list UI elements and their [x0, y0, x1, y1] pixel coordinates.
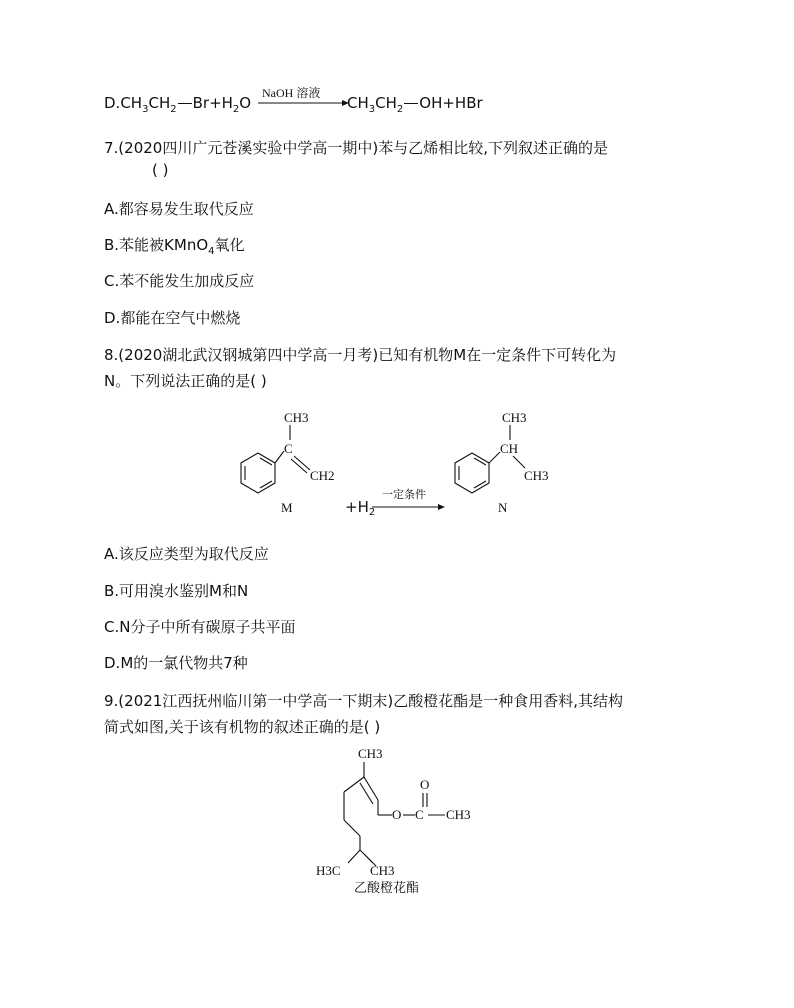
q7-option-a: A.都容易发生取代反应 [104, 200, 254, 218]
q8-option-a: A.该反应类型为取代反应 [104, 545, 269, 563]
q7-option-b: B.苯能被KMnO$_4$氧化 [104, 236, 245, 257]
n-label: N [498, 500, 508, 515]
molecule-n [455, 410, 549, 515]
struct-ch3-right: CH3 [446, 807, 471, 822]
q8-reaction-scheme [230, 400, 570, 525]
n-ch3-right: CH3 [524, 468, 549, 483]
m-label: M [281, 500, 293, 515]
q9-stem-line1: 9.(2021江西抚州临川第一中学高一下期末)乙酸橙花酯是一种食用香料,其结构 [104, 692, 623, 710]
q7-stem: 7.(2020四川广元苍溪实验中学高一期中)苯与乙烯相比较,下列叙述正确的是 [104, 139, 608, 157]
q7-option-c: C.苯不能发生加成反应 [104, 272, 255, 290]
q8-option-c: C.N分子中所有碳原子共平面 [104, 618, 296, 636]
q7-option-d: D.都能在空气中燃烧 [104, 309, 241, 327]
struct-c-carbonyl: C [415, 807, 424, 822]
n-ch3-top: CH3 [502, 410, 527, 425]
struct-ch3-top: CH3 [358, 746, 383, 761]
q7-answer-blank: ( ) [152, 161, 169, 179]
struct-ch3-bottom: CH3 [370, 863, 395, 878]
q8-option-b: B.可用溴水鉴别M和N [104, 582, 249, 600]
struct-h3c: H3C [316, 863, 341, 878]
plus-h2: $+H_2$ [345, 498, 376, 518]
struct-o-carbonyl: O [420, 777, 430, 792]
molecule-m [241, 410, 335, 515]
arrow-condition: NaOH 溶液 [262, 86, 321, 100]
q9-stem-line2: 简式如图,关于该有机物的叙述正确的是( ) [104, 718, 381, 736]
q8-stem-line2: N。下列说法正确的是( ) [104, 372, 267, 390]
q8-stem-line1: 8.(2020湖北武汉钢城第四中学高一月考)已知有机物M在一定条件下可转化为 [104, 346, 617, 364]
q6-option-d: $D.CH_3CH_2$ $Br+H_2O$ [104, 94, 252, 115]
q8-option-d: D.M的一氯代物共7种 [104, 654, 248, 672]
q9-structure-neryl-acetate [310, 740, 510, 900]
reaction-arrow-naoh [254, 84, 350, 114]
struct-o-ester: O [392, 807, 402, 822]
n-ch: CH [500, 441, 519, 456]
m-ch3: CH3 [284, 410, 309, 425]
q6-option-d-product: $CH_3CH_2$ OH+HBr [347, 94, 483, 115]
m-carbon: C [284, 441, 293, 456]
structure-caption: 乙酸橙花酯 [354, 881, 420, 896]
m-ch2: CH2 [310, 468, 335, 483]
arrow-condition-text: 一定条件 [382, 488, 426, 501]
